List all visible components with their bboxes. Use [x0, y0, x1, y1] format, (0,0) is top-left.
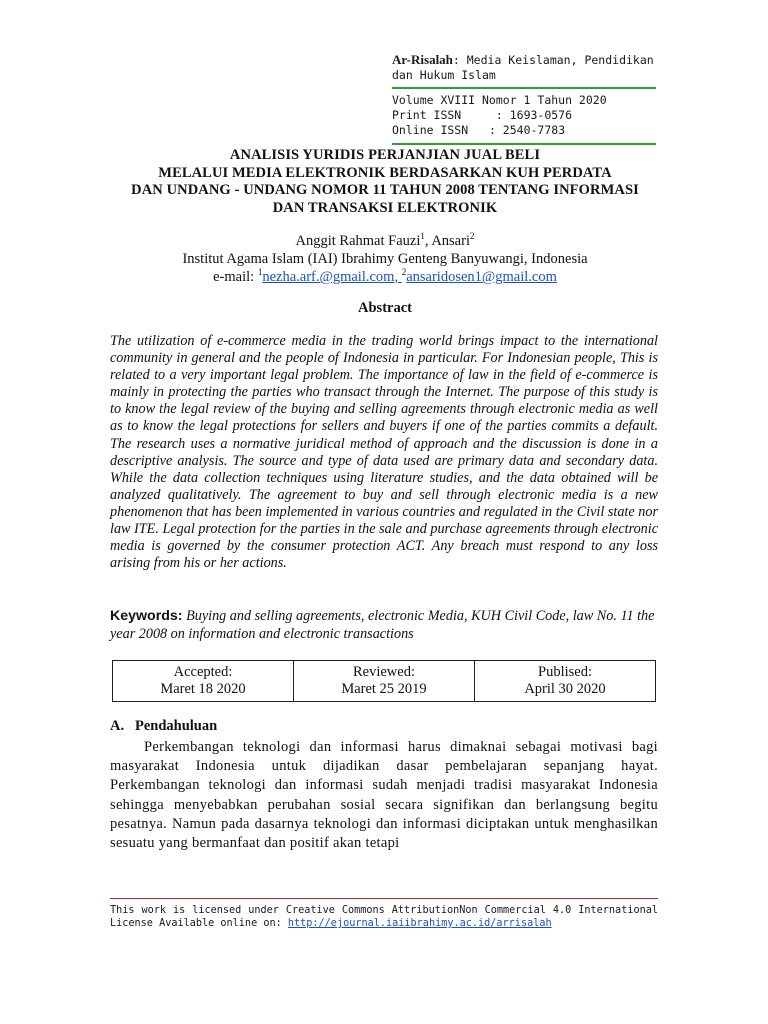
journal-volume: Volume XVIII Nomor 1 Tahun 2020: [392, 93, 607, 107]
published-cell: [475, 661, 656, 702]
email-2-link[interactable]: ansaridosen1@gmail.com: [406, 269, 557, 285]
title-line: DAN UNDANG - UNDANG NOMOR 11 TAHUN 2008 TENTANG INFORMASI: [131, 182, 639, 198]
dates-row: [113, 661, 656, 702]
abstract-text: The utilization of e-commerce media in the trading world brings impact to the international community in general and the people of Indonesia in particular. For Indonesian people, This is related to a very important legal problem. The importance of law in the field of e-commerce is mainly in protecting the parties who transact through the Internet. The purpose of this study is to know the legal review of the buying and selling agreements through electronic media as well as to know the legal protections for sellers and buyers if one of the parties commits a default. The research uses a normative juridical method of approach and the discussion is done in a descriptive analysis. The source and type of data used are primary data and secondary data. While the data collection techniques using literature studies, and the data obtained will be analyzed qualitatively. The agreement to buy and sell through electronic media is a new phenomenon that has been implemented in various countries and regulated in the Civil state nor law ITE. Legal protection for the parties in the sale and purchase agreements through electronic media is governed by the consumer protection ACT. Any breach must respond to any loss arising from his or her actions.: [110, 333, 658, 572]
print-issn-label: Print ISSN: [392, 108, 462, 122]
section-body: [110, 738, 658, 853]
author-2: Ansari: [431, 233, 470, 249]
online-issn-value: : 2540-7783: [488, 123, 566, 137]
accepted-label: Accepted:: [173, 664, 233, 680]
author-block: [100, 232, 670, 286]
journal-meta: [392, 89, 656, 143]
license-footer: [110, 904, 658, 930]
email-2-sup: 2: [401, 267, 407, 278]
reviewed-date: Maret 25 2019: [341, 681, 427, 697]
keywords: [110, 607, 658, 643]
journal-title: Ar-Risalah: [392, 52, 453, 67]
published-label: Publised:: [538, 664, 592, 680]
title-line: ANALISIS YURIDIS PERJANJIAN JUAL BELI: [229, 147, 541, 163]
title-line: DAN TRANSAKSI ELEKTRONIK: [272, 199, 498, 216]
footer-rule: [110, 898, 658, 899]
email-1-link[interactable]: nezha.arf.@gmail.com: [262, 269, 395, 285]
print-issn: [392, 108, 656, 123]
online-issn: [392, 123, 656, 138]
journal-url-link[interactable]: http://ejournal.iaiibrahimy.ac.id/arrisalah: [287, 918, 552, 929]
title-line: MELALUI MEDIA ELEKTRONIK BERDASARKAN KUH PERDATA: [158, 164, 612, 181]
author-sep: ,: [424, 233, 432, 249]
author-1-sup: 1: [420, 231, 425, 242]
institution: Institut Agama Islam (IAI) Ibrahimy Genteng Banyuwangi, Indonesia: [182, 251, 588, 267]
email-1-sup: 1: [257, 267, 263, 278]
published-date: April 30 2020: [524, 681, 606, 697]
dates-table: [112, 660, 656, 702]
author-1: Anggit Rahmat Fauzi: [295, 233, 421, 249]
email-label: e-mail:: [213, 269, 258, 285]
journal-subtitle: : Media Keislaman, Pendidikan dan Hukum Islam: [392, 53, 654, 82]
keywords-text: Buying and selling agreements, electronic Media, KUH Civil Code, law No. 11 the year 2008 on information and electronic transactions: [110, 608, 655, 642]
journal-header: [392, 52, 656, 145]
paragraph: Perkembangan teknologi dan informasi harus dimaknai sebagai motivasi bagi masyarakat Indonesia untuk dijadikan dasar pembelajaran sepanjang hayat. Perkembangan teknologi dan informasi sudah menjadi tradisi masyarakat Indonesia sehingga menyebabkan perubahan sosial secara signifikan dan berlangsung begitu pesatnya. Namun pada dasarnya teknologi dan informasi diciptakan untuk menghasilkan sesuatu yang bermanfaat dan positif akan tetapi: [110, 739, 658, 852]
online-issn-label: Online ISSN: [392, 123, 469, 137]
reviewed-cell: [294, 661, 475, 702]
email-line: [100, 268, 670, 286]
section-heading: A. Pendahuluan: [110, 718, 218, 734]
print-issn-value: : 1693-0576: [495, 108, 573, 122]
paper-title: [100, 147, 670, 217]
keywords-label: Keywords:: [110, 608, 183, 624]
accepted-cell: [113, 661, 294, 702]
license-text: This work is licensed under Creative Commons AttributionNon Commercial 4.0 International License Available online on:: [110, 905, 658, 929]
reviewed-label: Reviewed:: [352, 664, 415, 680]
email-sep: ,: [394, 269, 402, 285]
accepted-date: Maret 18 2020: [160, 681, 246, 697]
abstract-heading: Abstract: [358, 300, 412, 316]
journal-name: [392, 52, 656, 87]
author-names: [100, 232, 670, 250]
author-2-sup: 2: [469, 231, 475, 242]
journal-rule-bottom: [392, 143, 656, 145]
